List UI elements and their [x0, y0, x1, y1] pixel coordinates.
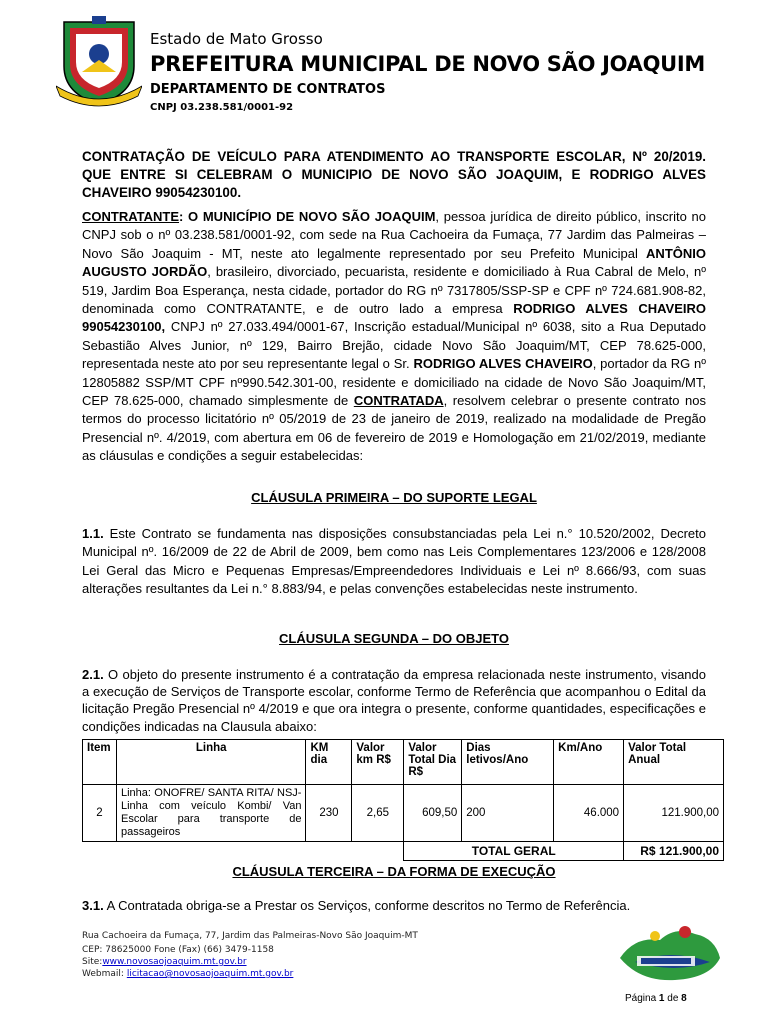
empresa-name: RODRIGO ALVES CHAVEIRO 99054230100,: [82, 301, 706, 335]
table-total-row: [83, 842, 724, 861]
clause-1-heading: CLÁUSULA PRIMEIRA – DO SUPORTE LEGAL: [251, 490, 537, 505]
header-valor-total-dia: Valor Total Dia R$: [404, 740, 462, 785]
header-km-dia: KM dia: [306, 740, 352, 785]
cell-valor-dia: 609,50: [404, 785, 462, 842]
footer-address: Rua Cachoeira da Fumaça, 77, Jardim das Palmeiras-Novo São Joaquim-MT: [82, 931, 418, 941]
contratada-label: CONTRATADA: [353, 393, 444, 409]
page-number: [625, 993, 687, 1004]
parties-text-e: , resolvem celebrar o presente contrato nos termos do processo licitatório nº 05/2019 de 23 de janeiro de 2019, realizado na modalidade de Pregão Presencial nº. 4/2019, com abertura em 06 de fevereiro de 2019 e Homologação em 21/02/2019, mediante as cláusulas e condições a seguir estabelecidas:: [82, 393, 706, 464]
header-department: DEPARTAMENTO DE CONTRATOS: [150, 82, 386, 97]
header-valor-anual: Valor Total Anual: [624, 740, 724, 785]
clause-3-heading: CLÁUSULA TERCEIRA – DA FORMA DE EXECUÇÃO: [232, 864, 556, 879]
header-cnpj: CNPJ 03.238.581/0001-92: [150, 102, 294, 113]
page-prefix: Página: [625, 993, 657, 1004]
cell-km-dia: 230: [306, 785, 352, 842]
header-linha: Linha: [116, 740, 305, 785]
cell-km-ano: 46.000: [554, 785, 624, 842]
cell-dias: 200: [462, 785, 554, 842]
total-value: R$ 121.900,00: [624, 842, 724, 861]
cell-linha: Linha: ONOFRE/ SANTA RITA/ NSJ- Linha com veículo Kombi/ Van Escolar para transporte de passageiros: [116, 785, 305, 842]
page-of: de: [667, 993, 679, 1004]
contract-title: CONTRATAÇÃO DE VEÍCULO PARA ATENDIMENTO AO TRANSPORTE ESCOLAR, Nº 20/2019. QUE ENTRE SI CELEBRAM O MUNICIPIO DE NOVO SÃO JOAQUIM, E RODRIGO ALVES CHAVEIRO 99054230100.: [82, 149, 706, 200]
parties-paragraph: CONTRATANTE: O MUNICÍPIO DE NOVO SÃO JOAQUIM, pessoa jurídica de direito público, inscrito no CNPJ sob o nº 03.238.581/0001-92, com sede na Rua Cachoeira da Fumaça, 77 Jardim das Palmeiras – Novo São Joaquim - MT, neste ato legalmente representado por seu Prefeito Municipal ANTÔNIO AUGUSTO JORDÃO, brasileiro, divorciado, pecuarista, residente e domiciliado à Rua Cabral de Melo, nº 519, Jardim Boa Esperança, nesta cidade, portador do RG nº 7317805/SSP-SP e CPF nº 724.681.908-82, denominada como CONTRATANTE, e de outro lado a empresa RODRIGO ALVES CHAVEIRO 99054230100, CNPJ nº 27.033.494/0001-67, Inscrição estadual/Municipal nº 6038, sito a Rua Deputado Sebastião Alves Junior, nº 129, Bairro Brejão, cidade Novo São Joaquim/MT, CEP 78.625-000, representada neste ato por seu representante legal o Sr. RODRIGO ALVES CHAVEIRO, portador da RG nº 12805882 SSP/MT CPF nº990.542.301-00, residente e domiciliado na cidade de Novo São Joaquim/MT, CEP 78.625-000, chamado simplesmente de CONTRATADA, resolvem celebrar o presente contrato nos termos do processo licitatório nº 05/2019 de 23 de janeiro de 2019, realizado na modalidade de Pregão Presencial nº. 4/2019, com abertura em 06 de fevereiro de 2019 e Homologação em 21/02/2019, mediante as cláusulas e condições a seguir estabelecidas:: [82, 209, 707, 464]
clause-2-number: 2.1.: [82, 667, 104, 682]
footer-site-link[interactable]: www.novosaojoaquim.mt.gov.br: [102, 957, 247, 967]
table-header-row: [83, 740, 724, 785]
cell-valor-km: 2,65: [352, 785, 404, 842]
footer-site-label: Site:: [82, 957, 103, 967]
clause-3-body: A Contratada obriga-se a Prestar os Serviços, conforme descritos no Termo de Referência.: [103, 898, 631, 913]
service-table: [82, 739, 724, 861]
header-dias-letivos: Dias letivos/Ano: [462, 740, 554, 785]
total-label: TOTAL GERAL: [404, 842, 624, 861]
cell-valor-anual: 121.900,00: [624, 785, 724, 842]
page-total: 8: [681, 993, 687, 1004]
page-current: 1: [658, 993, 665, 1004]
header-prefecture: PREFEITURA MUNICIPAL DE NOVO SÃO JOAQUIM: [150, 52, 706, 76]
contratante-label: CONTRATANTE: [82, 209, 180, 224]
parties-text-c: CNPJ nº 27.033.494/0001-67, Inscrição estadual/Municipal nº 6038, sito a Rua Deputado Sebastião Alves Junior, nº 129, Bairro Brejão, cidade Novo São Joaquim/MT, CEP 78.625-000, representada neste ato por seu representante legal o Sr.: [82, 319, 706, 372]
prefeito-name: ANTÔNIO AUGUSTO JORDÃO: [82, 245, 706, 280]
clause-3-text: [82, 897, 706, 915]
parties-text-a: , pessoa jurídica de direito público, inscrito no CNPJ sob o nº 03.238.581/0001-92, com sede na Rua Cachoeira da Fumaça, 77 Jardim das Palmeiras – Novo São Joaquim - MT, neste ato legalmente representado por seu Prefeito Municipal: [82, 209, 706, 261]
footer-site: [82, 956, 247, 968]
footer-webmail: [82, 968, 293, 980]
clause-2-heading: CLÁUSULA SEGUNDA – DO OBJETO: [279, 631, 509, 646]
cell-item: 2: [83, 785, 117, 842]
header-km-ano: Km/Ano: [554, 740, 624, 785]
representante-name: RODRIGO ALVES CHAVEIRO: [413, 356, 593, 372]
clause-3-number: 3.1.: [82, 898, 104, 913]
footer-webmail-label: Webmail:: [82, 969, 124, 979]
clause-2-text: [82, 666, 706, 735]
header-item: Item: [83, 740, 117, 785]
parties-text-b: , brasileiro, divorciado, pecuarista, residente e domiciliado à Rua Cabral de Melo, nº 519, Jardim Boa Esperança, nesta cidade, portador do RG nº 7317805/SSP-SP e CPF nº 724.681.908-82, denominada como CONTRATANTE, e de outro lado a empresa: [82, 264, 706, 317]
municipio-name: O MUNICÍPIO DE NOVO SÃO JOAQUIM: [188, 209, 436, 224]
parties-text-d: , portador da RG nº 12805882 SSP/MT CPF nº990.542.301-00, residente e domiciliado na cidade de Novo São Joaquim/MT, CEP 78.625-000, chamado simplesmente de: [82, 356, 707, 409]
clause-1-number: 1.1.: [82, 526, 104, 541]
footer-webmail-link[interactable]: licitacao@novosaojoaquim.mt.gov.br: [126, 969, 294, 979]
clause-1-body: Este Contrato se fundamenta nas disposições consubstanciadas pela Lei n.° 10.520/2002, Decreto Municipal nº. 16/2009 de 22 de Abril de 2009, bem como nas Leis Complementares 123/2006 e 128/2008 Lei Geral das Micro e Pequenas Empresas/Empreendedores Individuais e Lei nº 8.666/93, com suas alterações resultantes da Lei n.° 8.883/94, e pelas convenções estabelecidas neste instrumento.: [82, 526, 706, 597]
footer-cep: CEP: 78625000 Fone (Fax) (66) 3479-1158: [82, 945, 274, 955]
header-valor-km: Valor km R$: [352, 740, 404, 785]
table-row: [83, 785, 724, 842]
clause-2-body: O objeto do presente instrumento é a contratação da empresa relacionada neste instrumento, visando a execução de Serviços de Transporte escolar, conforme Termo de Referência que acompanhou o Edital da licitação Pregão Presencial nº 4/2019 e que ora integra o presente, conforme quantidades, especificações e condições indicadas na Clausula abaixo:: [82, 667, 706, 734]
novo-sao-joaquim-logo-icon: [615, 918, 725, 988]
clause-1-text: [82, 525, 706, 599]
header-state: Estado de Mato Grosso: [150, 30, 323, 48]
municipal-crest-icon: [56, 16, 142, 108]
